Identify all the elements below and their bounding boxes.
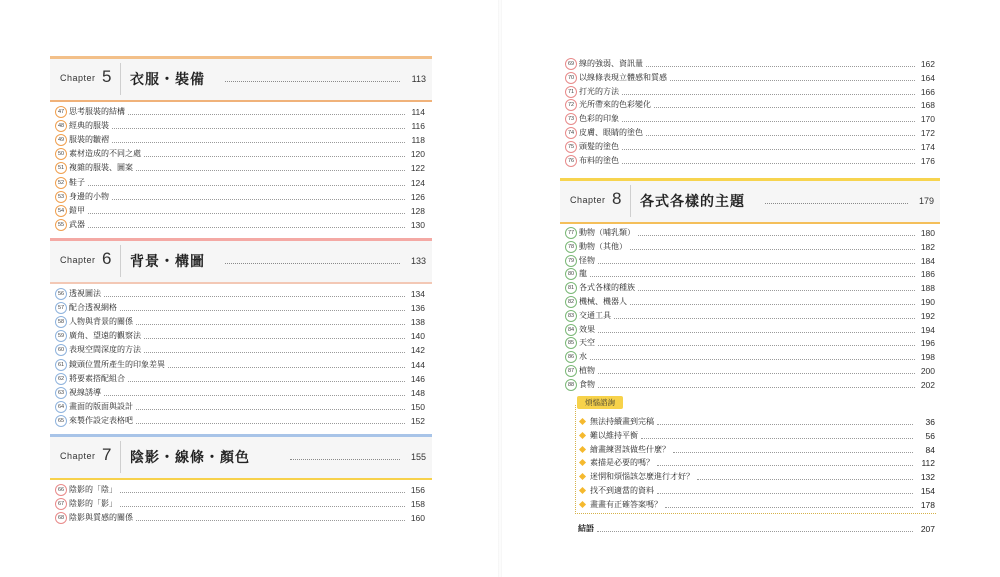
entry-title: 武器 [69,219,85,229]
chapter-page-number: 155 [410,452,426,462]
section-number-badge: 62 [55,373,67,385]
entry-leader-dots [590,276,915,277]
chapter-chapter7-header[interactable] [50,434,432,480]
toc-entry[interactable] [565,310,935,323]
entry-leader-dots [104,395,405,396]
entry-leader-dots [657,493,913,494]
section-number-badge: 56 [55,288,67,300]
trouble-title: 迷惘和煩惱該怎麼進行才好？ [590,472,694,482]
trouble-title: 找不到適當的資料 [590,486,654,495]
entry-title: 陰影的「陰」 [69,485,117,494]
entry-leader-dots [665,507,913,508]
entry-title: 陰影與質感的關係 [69,513,133,523]
chapter-chapter8-header[interactable] [560,178,940,224]
entry-leader-dots [598,373,915,374]
chapter-leader-dots [225,81,400,82]
conclusion-page-number: 207 [920,524,935,534]
chapter-title: 各式各樣的主題 [640,194,745,210]
toc-entry[interactable] [55,401,425,414]
entry-title: 視線誘導 [69,387,101,397]
entry-page-number: 114 [411,107,425,117]
entry-leader-dots [622,149,915,150]
entry-page-number: 160 [410,513,425,524]
toc-entry[interactable] [55,344,425,357]
section-number-badge: 58 [55,316,67,328]
entry-page-number: 128 [410,205,425,216]
toc-entry[interactable] [565,365,935,378]
toc-entry[interactable] [55,512,425,525]
entry-page-number: 146 [410,373,425,384]
entry-page-number: 144 [410,359,425,370]
entry-page-number: 126 [410,191,425,202]
toc-entry[interactable] [55,288,425,301]
trouble-section-tag: 煩惱諮詢 [577,396,623,409]
entry-page-number: 186 [920,269,935,280]
entry-page-number: 148 [410,387,425,398]
chapter-label: Chapter [60,73,96,83]
entry-title: 天空 [579,338,595,348]
toc-entry[interactable] [565,72,935,85]
toc-entry[interactable] [55,330,425,343]
entry-leader-dots [112,128,405,129]
chapter-header-bottom-rule [50,100,432,102]
toc-entry[interactable] [565,282,935,295]
diamond-bullet-icon [579,459,586,466]
chapter-label: Chapter [60,451,96,461]
entry-page-number: 190 [920,297,935,307]
chapter-divider [120,245,121,277]
entry-page-number: 198 [920,352,935,363]
entry-title: 水 [579,352,587,362]
entry-title: 經典的服裝 [69,121,109,131]
entry-title: 食物 [579,379,595,389]
toc-entry[interactable] [565,241,935,254]
toc-entry[interactable] [565,155,935,168]
entry-page-number: 172 [920,128,935,138]
entry-leader-dots [136,170,405,171]
entry-page-number: 138 [410,317,425,328]
toc-entry[interactable] [565,99,935,112]
section-number-badge: 54 [55,205,67,217]
toc-entry[interactable] [55,162,425,175]
chapter-label: Chapter [60,255,96,265]
toc-entry[interactable] [565,86,935,99]
trouble-title: 無法持續畫到完稿 [590,417,654,426]
entry-leader-dots [697,479,913,480]
chapter-number: 6 [102,249,112,268]
entry-leader-dots [88,185,405,186]
trouble-page-number: 178 [920,499,935,510]
conclusion-entry[interactable] [578,523,935,535]
entry-page-number: 196 [920,338,935,349]
entry-page-number: 192 [920,310,935,321]
entry-title: 將要素搭配組合 [69,373,125,383]
entry-leader-dots [657,465,913,466]
chapter-leader-dots [290,459,400,460]
section-number-badge: 48 [55,120,67,132]
entry-leader-dots [657,424,913,425]
section-number-badge: 49 [55,134,67,146]
entry-leader-dots [136,324,405,325]
trouble-entry[interactable] [580,444,935,456]
entry-leader-dots [673,452,913,453]
toc-entry[interactable] [55,191,425,204]
entry-page-number: 174 [920,141,935,152]
chapter-header-bottom-rule [50,282,432,284]
section-number-badge: 73 [565,113,577,125]
entry-leader-dots [144,352,405,353]
entry-leader-dots [597,531,913,532]
toc-entry[interactable] [565,296,935,309]
chapter-header-top-rule [50,434,432,437]
entry-page-number: 136 [410,303,425,314]
entry-leader-dots [622,94,915,95]
diamond-bullet-icon [579,432,586,439]
toc-entry[interactable] [55,219,425,232]
section-number-badge: 61 [55,359,67,371]
section-number-badge: 72 [565,99,577,111]
entry-leader-dots [144,156,405,157]
section-number-badge: 70 [565,72,577,84]
trouble-title: 素描是必要的嗎？ [590,458,654,468]
entry-title: 光所帶來的色彩變化 [579,100,651,110]
entry-page-number: 180 [920,228,935,238]
chapter-header-top-rule [50,238,432,241]
entry-leader-dots [120,492,405,493]
entry-page-number: 200 [920,366,935,376]
entry-leader-dots [641,438,913,439]
entry-title: 來製作設定表格吧 [69,415,133,425]
diamond-bullet-icon [579,501,586,508]
toc-entry[interactable] [55,120,425,133]
toc-entry[interactable] [55,373,425,386]
diamond-bullet-icon [579,446,586,453]
trouble-page-number: 154 [920,486,935,496]
chapter-title: 陰影・線條・顏色 [130,450,250,466]
trouble-entry[interactable] [580,457,935,469]
entry-title: 陰影的「影」 [69,499,117,509]
entry-page-number: 130 [410,219,425,230]
chapter-leader-dots [765,203,908,204]
entry-title: 素材造成的不同之處 [69,149,141,159]
entry-leader-dots [590,359,915,360]
entry-title: 色彩的印象 [579,114,619,124]
chapter-label: Chapter [570,195,606,205]
entry-title: 廣角、望遠的觀察法 [69,331,141,341]
trouble-entry[interactable] [580,485,935,497]
entry-leader-dots [120,310,405,311]
toc-entry[interactable] [55,387,425,400]
trouble-page-number: 84 [925,444,935,455]
entry-title: 身邊的小物 [69,191,109,201]
entry-leader-dots [646,135,915,136]
entry-leader-dots [112,199,405,200]
entry-page-number: 188 [920,283,935,294]
entry-title: 服裝的皺褶 [69,135,109,145]
entry-title: 龍 [579,269,587,279]
section-number-badge: 74 [565,127,577,139]
entry-page-number: 182 [920,241,935,252]
diamond-bullet-icon [579,473,586,480]
entry-page-number: 124 [410,177,425,188]
entry-title: 動物（其他） [579,241,627,251]
section-number-badge: 77 [565,227,577,239]
section-number-badge: 87 [565,365,577,377]
toc-entry[interactable] [565,255,935,268]
entry-leader-dots [136,423,405,424]
toc-entry[interactable] [565,227,935,240]
trouble-entry[interactable] [580,471,935,483]
book-gutter [498,0,502,577]
trouble-entry[interactable] [580,430,935,442]
chapter-title: 衣服・裝備 [130,72,205,88]
section-number-badge: 55 [55,219,67,231]
entry-page-number: 194 [920,324,935,335]
chapter-divider [120,63,121,95]
entry-leader-dots [88,227,405,228]
entry-page-number: 164 [920,72,935,83]
entry-title: 思考服裝的結構 [69,107,125,116]
trouble-page-number: 56 [925,430,935,441]
chapter-header-bottom-rule [560,222,940,224]
toc-entry[interactable] [55,498,425,511]
toc-entry[interactable] [565,379,935,392]
entry-title: 人物與背景的關係 [69,317,133,327]
entry-title: 頭髮的塗色 [579,141,619,151]
entry-page-number: 120 [410,149,425,160]
toc-entry[interactable] [55,134,425,147]
entry-leader-dots [144,338,405,339]
chapter-leader-dots [225,263,400,264]
toc-entry[interactable] [55,148,425,161]
entry-page-number: 176 [920,155,935,166]
entry-title: 表現空間深度的方法 [69,345,141,355]
entry-title: 鎧甲 [69,205,85,215]
toc-entry[interactable] [565,127,935,140]
section-number-badge: 83 [565,310,577,322]
entry-page-number: 158 [410,499,425,510]
entry-leader-dots [630,304,915,305]
entry-title: 動物（哺乳類） [579,228,635,237]
entry-title: 以線條表現立體感和質感 [579,72,667,82]
toc-entry[interactable] [565,351,935,364]
entry-title: 皮膚、眼睛的塗色 [579,128,643,137]
entry-leader-dots [168,367,405,368]
entry-leader-dots [136,409,405,410]
toc-entry[interactable] [565,141,935,154]
toc-entry[interactable] [55,415,425,428]
conclusion-title: 結語 [578,524,594,533]
chapter-page-number: 113 [411,74,426,84]
entry-leader-dots [598,345,915,346]
toc-entry[interactable] [565,113,935,126]
section-number-badge: 86 [565,351,577,363]
entry-leader-dots [622,163,915,164]
chapter-chapter6-header[interactable] [50,238,432,284]
diamond-bullet-icon [579,487,586,494]
section-number-badge: 51 [55,162,67,174]
section-number-badge: 68 [55,512,67,524]
entry-title: 植物 [579,366,595,375]
toc-entry[interactable] [55,177,425,190]
entry-leader-dots [104,296,405,297]
section-number-badge: 63 [55,387,67,399]
section-number-badge: 60 [55,344,67,356]
section-number-badge: 88 [565,379,577,391]
entry-leader-dots [598,387,915,388]
entry-title: 交通工具 [579,310,611,320]
section-number-badge: 81 [565,282,577,294]
chapter-header-top-rule [560,178,940,181]
entry-leader-dots [128,381,405,382]
entry-leader-dots [120,506,405,507]
entry-title: 複雜的服裝、圖案 [69,163,133,173]
diamond-bullet-icon [579,418,586,425]
section-number-badge: 47 [55,106,67,118]
entry-leader-dots [670,80,915,81]
entry-page-number: 156 [410,485,425,495]
toc-entry[interactable] [55,205,425,218]
entry-page-number: 122 [410,163,425,174]
trouble-page-number: 36 [925,417,935,427]
trouble-title: 畫畫有正確答案嗎？ [590,499,662,509]
section-number-badge: 65 [55,415,67,427]
trouble-entry[interactable] [580,416,935,428]
section-number-badge: 84 [565,324,577,336]
entry-leader-dots [614,318,915,319]
entry-leader-dots [598,263,915,264]
entry-page-number: 170 [920,114,935,125]
chapter-page-number: 133 [410,256,426,266]
entry-title: 各式各樣的種族 [579,283,635,293]
toc-entry[interactable] [55,484,425,497]
entry-leader-dots [128,114,405,115]
entry-title: 怪物 [579,255,595,265]
entry-title: 畫面的版面與設計 [69,401,133,411]
entry-title: 配合透視網格 [69,303,117,313]
entry-leader-dots [630,249,915,250]
section-number-badge: 78 [565,241,577,253]
chapter-divider [120,441,121,473]
section-number-badge: 82 [565,296,577,308]
toc-entry[interactable] [565,268,935,281]
toc-entry[interactable] [55,106,425,119]
entry-page-number: 116 [411,121,425,132]
chapter-header-top-rule [50,56,432,59]
entry-page-number: 118 [411,135,425,146]
chapter-header-bottom-rule [50,478,432,480]
toc-entry[interactable] [55,302,425,315]
chapter-divider [630,185,631,217]
toc-entry[interactable] [565,324,935,337]
entry-title: 機械、機器人 [579,297,627,306]
section-number-badge: 69 [565,58,577,70]
section-number-badge: 75 [565,141,577,153]
trouble-page-number: 112 [921,458,935,469]
entry-page-number: 162 [920,59,935,69]
entry-page-number: 166 [920,86,935,97]
entry-page-number: 134 [410,289,425,299]
trouble-page-number: 132 [920,472,935,483]
trouble-entry[interactable] [580,499,935,511]
section-number-badge: 71 [565,86,577,98]
entry-title: 鞋子 [69,177,85,187]
entry-page-number: 202 [920,379,935,390]
entry-leader-dots [88,213,405,214]
toc-entry[interactable] [565,337,935,350]
entry-title: 布料的塗色 [579,155,619,165]
section-number-badge: 66 [55,484,67,496]
section-number-badge: 50 [55,148,67,160]
chapter-title: 背景・構圖 [130,254,205,270]
section-number-badge: 57 [55,302,67,314]
entry-leader-dots [622,121,915,122]
entry-page-number: 150 [410,401,425,412]
section-number-badge: 53 [55,191,67,203]
section-number-badge: 80 [565,268,577,280]
toc-entry[interactable] [55,316,425,329]
entry-page-number: 168 [920,100,935,111]
chapter-number: 5 [102,67,112,86]
entry-leader-dots [598,332,915,333]
chapter-number: 7 [102,445,112,464]
entry-title: 鏡頭位置所產生的印象差異 [69,359,165,369]
entry-title: 透視圖法 [69,289,101,298]
chapter-number: 8 [612,189,622,208]
section-number-badge: 79 [565,255,577,267]
trouble-title: 難以維持平衡 [590,430,638,440]
entry-leader-dots [638,235,915,236]
entry-title: 線的強弱、資訊量 [579,59,643,68]
entry-leader-dots [646,66,915,67]
entry-leader-dots [136,520,405,521]
section-number-badge: 76 [565,155,577,167]
entry-page-number: 142 [410,345,425,356]
section-number-badge: 67 [55,498,67,510]
toc-entry[interactable] [55,359,425,372]
chapter-page-number: 179 [918,196,934,206]
entry-title: 效果 [579,324,595,334]
entry-page-number: 140 [410,331,425,342]
entry-leader-dots [112,142,405,143]
entry-title: 打光的方法 [579,86,619,96]
entry-page-number: 152 [410,415,425,426]
section-number-badge: 64 [55,401,67,413]
entry-leader-dots [654,107,915,108]
trouble-title: 繪畫練習該做些什麼？ [590,444,670,454]
entry-leader-dots [638,290,915,291]
section-number-badge: 59 [55,330,67,342]
toc-entry[interactable] [565,58,935,71]
entry-page-number: 184 [920,255,935,266]
section-number-badge: 85 [565,337,577,349]
section-number-badge: 52 [55,177,67,189]
chapter-chapter5-header[interactable] [50,56,432,102]
